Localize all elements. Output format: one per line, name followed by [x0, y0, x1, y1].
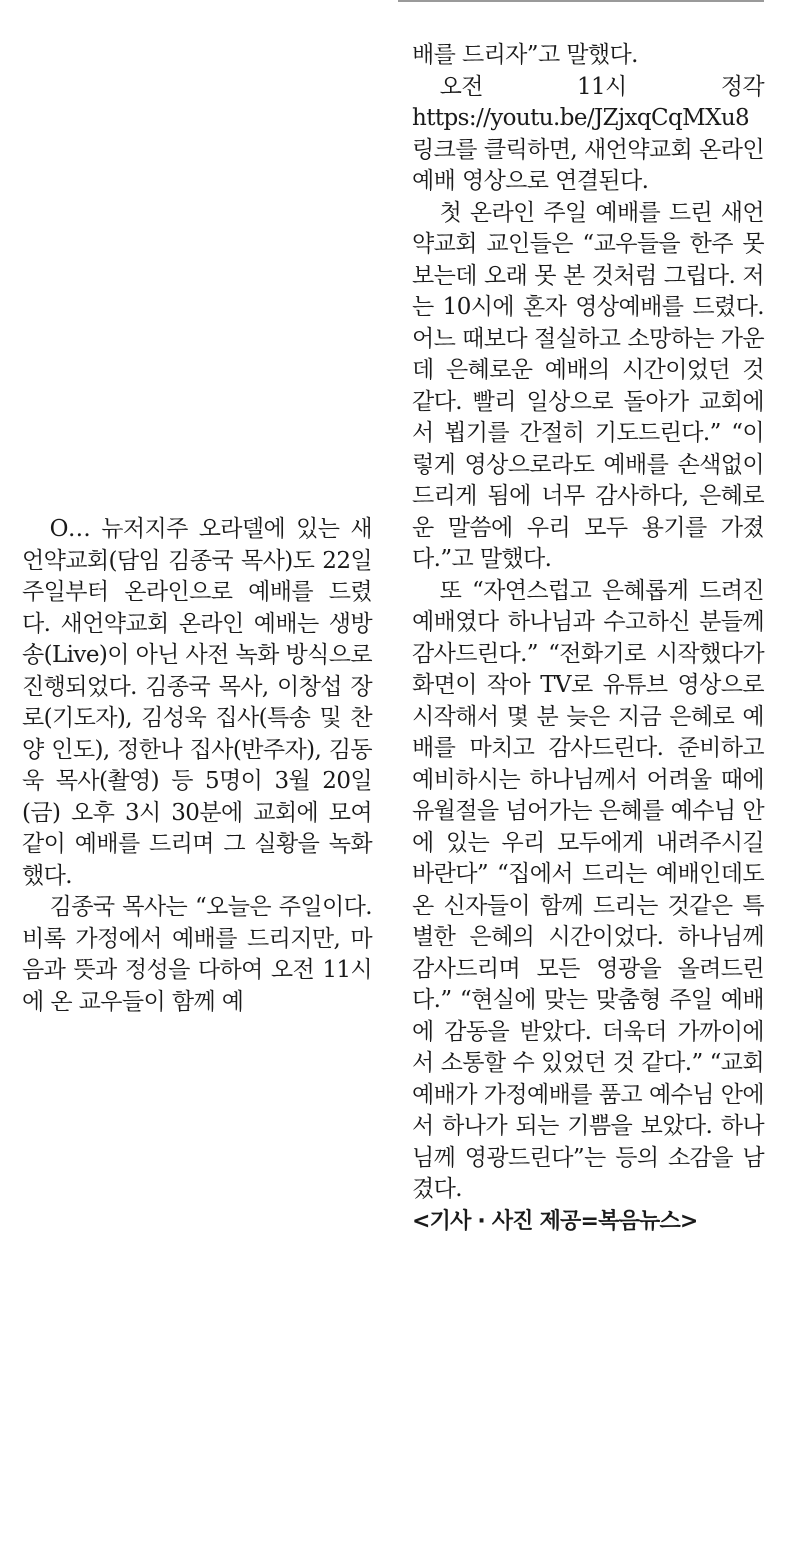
article-paragraph-continued: 배를 드리자”고 말했다.: [412, 42, 638, 68]
article-column-left: [22, 514, 372, 1018]
article-column-right: [412, 40, 764, 1237]
column-top-rule: [398, 0, 764, 2]
article-paragraph-responses: 첫 온라인 주일 예배를 드린 새언약교회 교인들은 “교우들을 한주 못 보는데 오래 못 본 것처럼 그립다. 저는 10시에 혼자 영상예배를 드렸다. 어느 때보다 절실하고 소망하는 가운데 은혜로운 예배의 시간이었던 것 같다. 빨리 일상으로 돌아가 교회에서 뵙기를 간절히 기도드린다.” “이렇게 영상으로라도 예배를 손색없이 드리게 됨에 너무 감사하다, 은혜로운 말씀에 우리 모두 용기를 가졌다.”고 말했다.: [412, 199, 764, 572]
article-paragraph-intro: O… 뉴저지주 오라델에 있는 새언약교회(담임 김종국 목사)도 22일 주일부터 온라인으로 예배를 드렸다. 새언약교회 온라인 예배는 생방송(Live)이 아닌 사전 녹화 방식으로 진행되었다. 김종국 목사, 이창섭 장로(기도자), 김성욱 집사(특송 및 찬양 인도), 정한나 집사(반주자), 김동욱 목사(촬영) 등 5명이 3월 20일(금) 오후 3시 30분에 교회에 모여 같이 예배를 드리며 그 실황을 녹화했다.: [22, 516, 372, 889]
link-tail-text: 링크를 클릭하면, 새언약교회 온라인 예배 영상으로 연결된다.: [412, 136, 764, 194]
article-paragraph-link: [412, 72, 764, 198]
youtube-link[interactable]: https://youtu.be/JZjxqCqMXu8: [412, 105, 750, 131]
link-lead-text: 오전 11시 정각: [439, 73, 764, 100]
article-paragraph-more-responses: 또 “자연스럽고 은혜롭게 드려진 예배였다 하나님과 수고하신 분들께 감사드린다.” “전화기로 시작했다가 화면이 작아 TV로 유튜브 영상으로 시작해서 몇 분 늦은 지금 은혜로 예배를 마치고 감사드린다. 준비하고 예비하시는 하나님께서 어려울 때에 유월절을 넘어가는 은혜를 예수님 안에 있는 우리 모두에게 내려주시길 바란다” “집에서 드리는 예배인데도 온 신자들이 함께 드리는 것같은 특별한 은혜의 시간이었다. 하나님께 감사드리며 모든 영광을 올려드린다.” “현실에 맞는 맞춤형 주일 예배에 감동을 받았다. 더욱더 가까이에서 소통할 수 있었던 것 같다.” “교회예배가 가정예배를 품고 예수님 안에서 하나가 되는 기쁨을 보았다. 하나님께 영광드린다”는 등의 소감을 남겼다.: [412, 577, 764, 1202]
article-credit: <기사 · 사진 제공=복음뉴스>: [412, 1208, 698, 1234]
article-paragraph-pastor-quote: 김종국 목사는 “오늘은 주일이다. 비록 가정에서 예배를 드리지만, 마음과 뜻과 정성을 다하여 오전 11시에 온 교우들이 함께 예: [22, 894, 372, 1015]
